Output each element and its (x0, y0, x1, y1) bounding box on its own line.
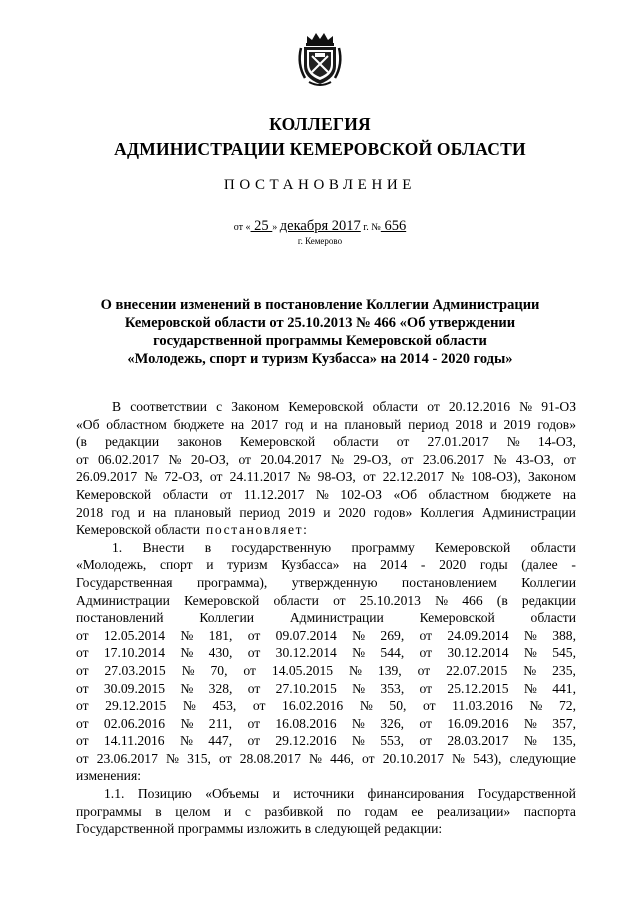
body-line (76, 680, 576, 698)
title-line: государственной программы Кемеровской области (153, 333, 487, 349)
body-word: Коллегия (420, 504, 474, 520)
body-text: 30.12.2014 (275, 645, 337, 661)
body-text: (в (496, 592, 508, 608)
body-word: от (219, 750, 232, 766)
body-line (76, 451, 576, 469)
body-text: 43-ОЗ, (515, 451, 554, 467)
body-text: от (247, 627, 261, 643)
body-word: № (165, 750, 179, 766)
body-word: 20.12.2016 (448, 399, 511, 414)
body-text: 14.05.2015 (271, 662, 334, 678)
body-text: № (315, 486, 329, 502)
body-line (76, 433, 576, 451)
body-text: 16.08.2016 (275, 715, 337, 731)
body-word: плановый (174, 504, 232, 520)
body-text: от (419, 680, 433, 696)
body-text: 441, (552, 680, 576, 696)
body-word: 2017 (250, 416, 279, 432)
body-word: 2019 (288, 504, 316, 520)
title-line: Кемеровской области от 25.10.2013 № 466 «Об утверждении (124, 315, 516, 331)
body-text: от (419, 715, 432, 731)
body-word: 543), (473, 750, 502, 766)
body-word: 1.1. (104, 786, 125, 802)
body-text: № (523, 645, 537, 661)
body-text: от (417, 662, 431, 678)
body-text: Внести (142, 539, 185, 555)
body-text: от (396, 434, 410, 450)
body-text: № (506, 434, 520, 450)
body-text: «Молодежь, (76, 557, 147, 573)
body-word: 108-ОЗ), (471, 469, 521, 485)
body-text: 139, (377, 662, 402, 678)
body-word: годов» (373, 504, 413, 520)
body-word: Кемеровской (288, 399, 364, 414)
body-word: 2020 (338, 504, 366, 520)
body-line (76, 803, 576, 821)
body-word: плановый (344, 416, 402, 432)
body-word: области (372, 399, 419, 414)
body-word: на (153, 504, 167, 520)
body-word: от (362, 750, 375, 766)
body-word: год (284, 416, 304, 432)
body-text: Кемеровской (419, 610, 495, 626)
body-text: № (180, 715, 194, 731)
body-word: и (310, 416, 318, 432)
body-line (76, 750, 576, 768)
body-text: № (182, 698, 196, 714)
body-text: от (76, 662, 89, 678)
body-text: 50, (389, 698, 407, 714)
body-text: Кемеровской области (76, 522, 201, 538)
body-word: период (239, 504, 281, 520)
body-text: 09.07.2014 (275, 627, 337, 643)
body-text: 453, (212, 698, 237, 714)
body-text: Администрации (76, 592, 170, 608)
body-text: от (76, 698, 89, 714)
body-text: 447, (208, 733, 233, 749)
body-word: 98-ОЗ, (317, 469, 356, 485)
body-line (76, 715, 576, 733)
body-text: области (530, 539, 576, 555)
body-text: № (352, 680, 366, 696)
body-text: 20.04.2017 (260, 451, 322, 467)
body-text: 23.06.2017 (422, 451, 484, 467)
body-text: областном (428, 486, 490, 502)
body-text: 1. (112, 539, 123, 555)
body-word: 26.09.2017 (76, 469, 138, 485)
body-word: «Объемы (205, 786, 260, 802)
body-text: программа), (196, 574, 268, 590)
body-text: 326, (380, 715, 405, 731)
body-text: № (523, 627, 537, 643)
body-word: целом (175, 803, 211, 819)
body-text: редакции (105, 434, 160, 450)
body-text: Кемеровской (435, 539, 511, 555)
organization-name-line2: АДМИНИСТРАЦИИ КЕМЕРОВСКОЙ ОБЛАСТИ (114, 139, 526, 159)
body-word: в (155, 803, 162, 819)
body-text: постановлением (401, 574, 497, 590)
body-text: от (419, 733, 432, 749)
body-word: по (336, 803, 351, 819)
body-text: законов (177, 434, 222, 450)
body-text: 353, (380, 680, 405, 696)
body-word: паспорта (523, 803, 576, 819)
body-word: период (408, 416, 449, 432)
body-word: разбивкой (264, 803, 324, 819)
body-text: № (435, 592, 449, 608)
body-word: финансирования (367, 786, 465, 802)
body-text: (далее (521, 557, 558, 573)
body-text: 211, (208, 715, 233, 731)
body-word: № (297, 469, 311, 485)
document-title (60, 296, 580, 368)
body-text: 14-ОЗ, (537, 434, 576, 450)
body-word: 23.06.2017 (96, 750, 158, 766)
body-word: год (111, 504, 130, 520)
body-word: Законом (231, 399, 280, 414)
body-word: 22.12.2017 (382, 469, 444, 485)
body-line (76, 521, 576, 539)
body-word: от (363, 469, 376, 485)
body-text: 269, (380, 627, 405, 643)
body-text: от (422, 698, 436, 714)
body-word: соответствии (130, 399, 207, 414)
body-text: № (180, 645, 194, 661)
body-word: № (309, 750, 322, 766)
body-word: годов» (537, 416, 576, 432)
body-word: № (451, 469, 465, 485)
body-text: № (529, 698, 543, 714)
title-line: «Молодежь, спорт и туризм Кузбасса» на 2014 - 2020 годы» (127, 351, 513, 367)
body-text: Кемеровской (76, 486, 152, 502)
body-text: - (571, 557, 576, 573)
body-word: программы (76, 803, 142, 819)
body-text: от (219, 486, 233, 502)
body-text: 544, (380, 645, 405, 661)
body-text: от (76, 715, 89, 731)
date-day: 25 (250, 218, 273, 234)
body-word: № (452, 750, 465, 766)
body-text: 25.12.2015 (447, 680, 509, 696)
body-line (76, 398, 576, 416)
body-line (76, 468, 576, 486)
body-text: № (523, 680, 537, 696)
body-word: областном (106, 416, 167, 432)
body-text: : (303, 522, 307, 538)
body-text: 29-ОЗ, (353, 451, 392, 467)
body-word: на (324, 416, 338, 432)
body-text: Кемеровской (239, 434, 316, 450)
body-text: 72, (558, 698, 576, 714)
body-text: постановляет (206, 522, 304, 538)
body-word: с (216, 399, 223, 414)
body-text: области (273, 592, 319, 608)
body-text: 545, (552, 645, 576, 661)
body-word: следующие (509, 750, 576, 766)
body-line (76, 732, 576, 750)
body-text: области (333, 434, 379, 450)
body-text: 11.03.2016 (452, 698, 513, 714)
date-prefix: от « (233, 222, 251, 233)
body-line (76, 644, 576, 662)
body-text: № (351, 715, 365, 731)
body-text: на (353, 557, 367, 573)
body-text: 27.10.2015 (275, 680, 337, 696)
body-text: 102-ОЗ (340, 486, 382, 502)
body-text: 20-ОЗ, (190, 451, 230, 467)
body-text: № (523, 662, 537, 678)
body-text: от (419, 627, 433, 643)
body-text: от (247, 645, 261, 661)
body-word: бюджете (173, 416, 225, 432)
body-text: 06.02.2017 (97, 451, 160, 467)
body-word: 91-ОЗ (541, 399, 576, 414)
title-line: О внесении изменений в постановление Коллегии Администрации (100, 297, 540, 313)
body-text: 181, (208, 627, 233, 643)
body-text: спорт (159, 557, 193, 573)
body-word: и (137, 504, 146, 520)
body-text: Коллегии (199, 610, 255, 626)
city-name: г. Кемерово (297, 236, 343, 246)
body-text: туризм (227, 557, 268, 573)
body-text: от (247, 715, 261, 731)
body-text: № (359, 698, 373, 714)
body-word: 446, (330, 750, 354, 766)
body-text: 466 (462, 592, 483, 608)
body-word: и (323, 504, 331, 520)
body-line (76, 556, 576, 574)
body-text: годы (479, 557, 508, 573)
body-text: от (76, 733, 89, 749)
body-text: от (247, 680, 261, 696)
body-text: от (419, 645, 433, 661)
body-line (76, 820, 576, 838)
body-text: 27.01.2017 (427, 434, 489, 450)
body-line (76, 785, 576, 803)
body-text: № (523, 733, 537, 749)
document-number: 656 (380, 218, 407, 234)
body-text: 328, (208, 680, 233, 696)
body-text: от (238, 451, 251, 467)
body-word: Законом (527, 469, 576, 485)
body-text: области (162, 486, 209, 502)
body-line (76, 504, 576, 522)
body-text: от (563, 451, 576, 467)
body-text: программу (351, 539, 415, 555)
body-line (76, 592, 576, 610)
organization-name-line1: КОЛЛЕГИЯ (269, 114, 371, 134)
body-text: 29.12.2016 (275, 733, 337, 749)
body-text: № (351, 733, 365, 749)
document-body (76, 398, 576, 838)
body-text: 70, (210, 662, 228, 678)
body-text: 11.12.2017 (243, 486, 305, 502)
body-word: от (76, 750, 89, 766)
body-text: в (204, 539, 212, 555)
body-word: и (489, 416, 497, 432)
body-word: источники (293, 786, 355, 802)
body-text: 28.03.2017 (447, 733, 509, 749)
body-word: с (244, 803, 251, 819)
body-text: Кемеровской (184, 592, 260, 608)
body-text: 16.02.2016 (282, 698, 344, 714)
body-text: от (76, 627, 89, 643)
body-line (76, 574, 576, 592)
body-word: от (427, 399, 440, 414)
body-text: от (76, 645, 89, 661)
body-text: постановлений (76, 610, 164, 626)
body-word: № (519, 399, 533, 414)
body-word: и (272, 786, 280, 802)
body-text: Кузбасса» (281, 557, 340, 573)
body-text: от (333, 592, 346, 608)
body-text: 553, (380, 733, 405, 749)
body-text: 135, (552, 733, 576, 749)
body-word: Государственной (477, 786, 576, 802)
body-text: № (180, 627, 194, 643)
body-text: (в (76, 434, 87, 450)
date-year-suffix: г. № (360, 222, 381, 233)
body-text: государственную (231, 539, 332, 555)
body-text: № (168, 451, 182, 467)
body-text: № (330, 451, 344, 467)
body-word: 24.11.2017 (229, 469, 291, 485)
body-line (76, 486, 576, 504)
body-word: 2018 (76, 504, 104, 520)
body-text: «Об (393, 486, 418, 502)
body-word: 20.10.2017 (382, 750, 444, 766)
body-word: ее (411, 803, 424, 819)
body-line (76, 697, 576, 715)
body-text: 30.12.2014 (447, 645, 509, 661)
date-month-year: декабря 2017 (279, 218, 361, 234)
body-text: № (523, 715, 537, 731)
body-text: 235, (552, 662, 576, 678)
body-text: № (180, 680, 194, 696)
body-word: № (144, 469, 158, 485)
body-word: 2018 (455, 416, 483, 432)
body-line (76, 609, 576, 627)
body-word: В (112, 399, 122, 414)
body-text: 02.06.2016 (103, 715, 166, 731)
body-line (76, 416, 576, 434)
date-number-line (0, 218, 640, 235)
body-text: № (181, 662, 195, 678)
body-text: 24.09.2014 (447, 627, 509, 643)
body-text: редакции (521, 592, 576, 608)
body-text: бюджете (500, 486, 552, 502)
body-text: области (530, 610, 576, 626)
body-text: Коллегии (521, 574, 576, 590)
body-word: 2019 (503, 416, 531, 432)
body-text: 2020 (439, 557, 467, 573)
coat-of-arms-icon (295, 30, 345, 88)
body-word: реализации» (436, 803, 511, 819)
body-word: на (230, 416, 245, 432)
body-text: от (76, 680, 89, 696)
document-type: ПОСТАНОВЛЕНИЕ (223, 177, 417, 193)
body-text: 2014 (380, 557, 408, 573)
body-text: № (352, 645, 366, 661)
body-line (76, 627, 576, 645)
body-text: и (206, 557, 214, 573)
body-text: - (420, 557, 426, 573)
body-line (76, 539, 576, 557)
body-text: 430, (208, 645, 233, 661)
body-word: 28.08.2017 (239, 750, 301, 766)
body-word: и (224, 803, 232, 819)
body-text: на (562, 486, 576, 502)
date-mid: » (272, 222, 280, 233)
body-word: от (209, 469, 223, 485)
body-word: Администрации (482, 504, 576, 520)
body-text: 29.12.2015 (105, 698, 167, 714)
body-text: от (400, 451, 414, 467)
body-text: 357, (552, 715, 576, 731)
body-text: Государственной программы изложить в следующей редакции: (76, 821, 443, 837)
body-text: 30.09.2015 (103, 680, 166, 696)
body-text: утвержденную (291, 574, 378, 590)
body-line (76, 662, 576, 680)
body-text: изменения: (76, 768, 141, 784)
body-text: Государственная (76, 574, 173, 590)
body-text: 388, (552, 627, 576, 643)
body-text: 12.05.2014 (103, 627, 166, 643)
body-text: 22.07.2015 (446, 662, 508, 678)
body-text: от (247, 733, 261, 749)
body-text: 25.10.2013 (359, 592, 421, 608)
body-text: № (348, 662, 362, 678)
body-text: от (243, 662, 256, 678)
body-word: 72-ОЗ, (164, 469, 203, 485)
body-text: № (493, 451, 507, 467)
body-text: 16.09.2016 (447, 715, 509, 731)
body-text: Администрации (289, 610, 384, 626)
body-text: № (179, 733, 193, 749)
body-text: 14.11.2016 (103, 733, 165, 749)
body-word: Позицию (137, 786, 192, 802)
body-text: № (352, 627, 366, 643)
body-text: от (252, 698, 266, 714)
body-line (76, 767, 576, 785)
body-text: 17.10.2014 (103, 645, 166, 661)
body-word: «Об (76, 416, 100, 432)
body-word: 315, (187, 750, 211, 766)
body-word: годам (364, 803, 398, 819)
body-text: от (76, 451, 89, 467)
body-text: 27.03.2015 (104, 662, 166, 678)
